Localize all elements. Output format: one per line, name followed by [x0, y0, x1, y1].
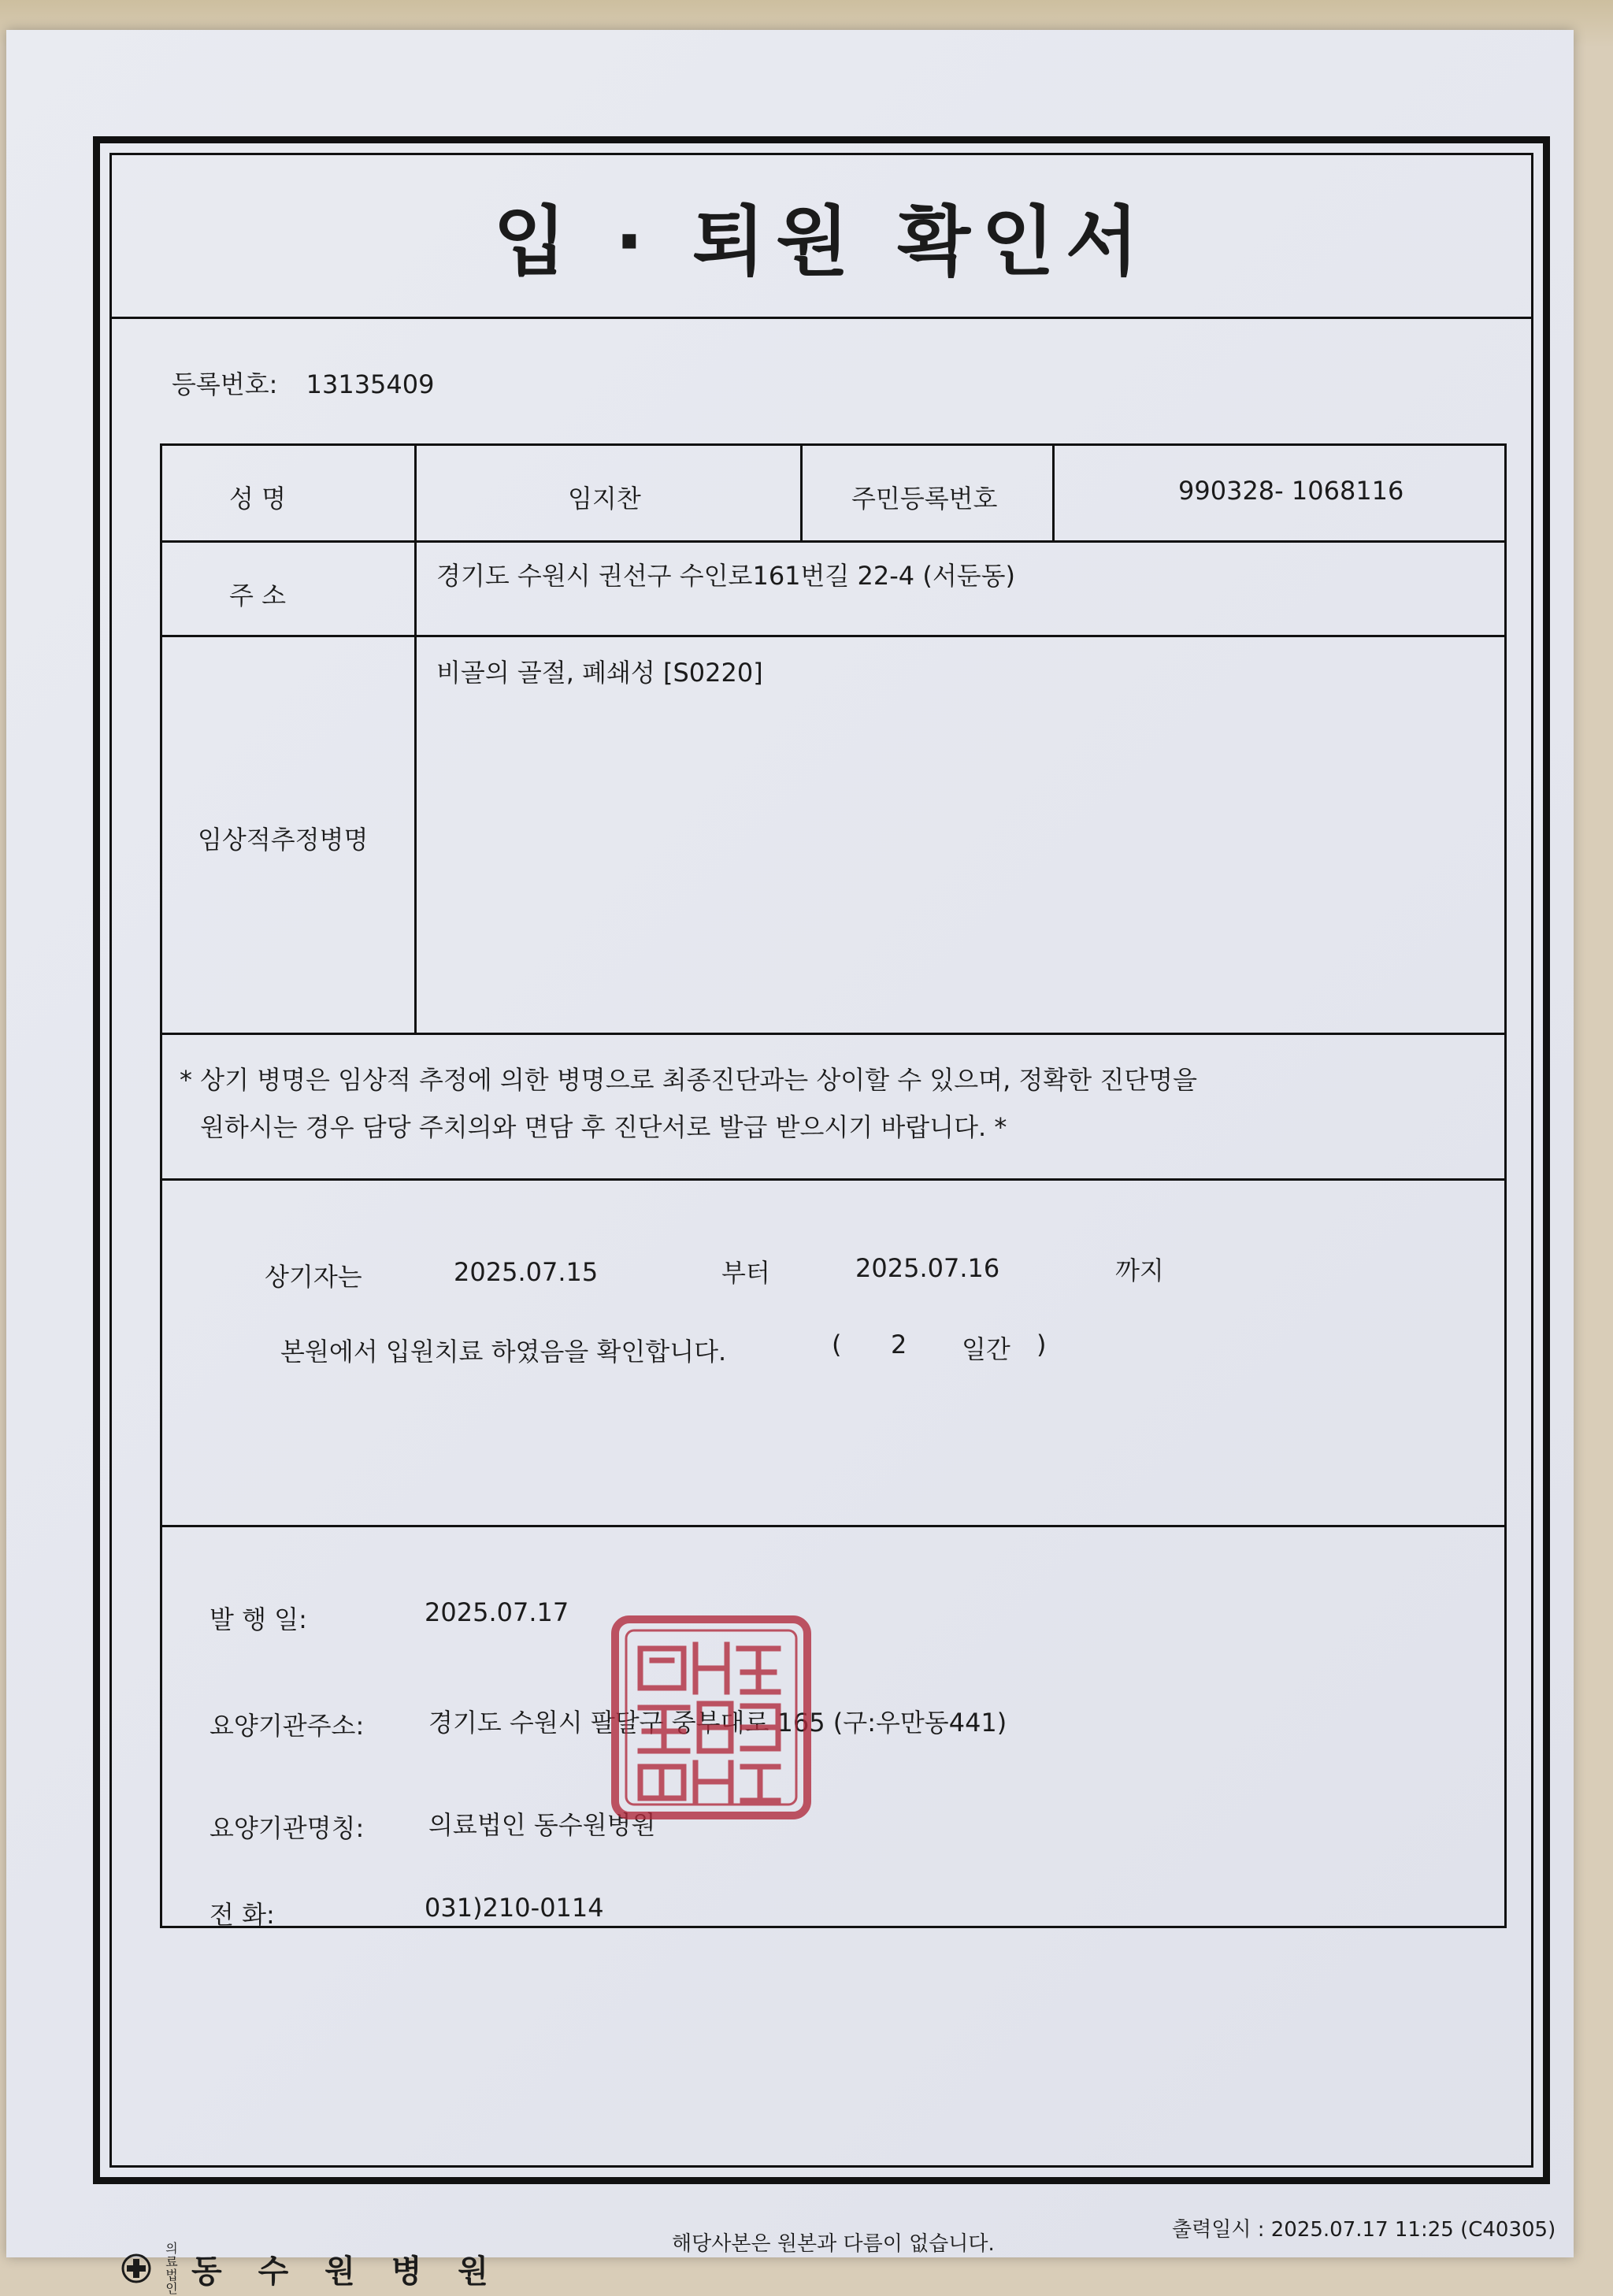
document-title: 입 · 퇴원 확인서 [493, 198, 1150, 286]
col-divider [800, 446, 803, 540]
logo-small-text-2: 법인 [165, 2268, 178, 2296]
institution-name: 의료법인 동수원병원 [428, 1810, 656, 1840]
discharge-date: 2025.07.16 [855, 1253, 1000, 1283]
patient-name: 임지찬 [568, 484, 641, 514]
days-label: 일간 [962, 1334, 1010, 1364]
period-subject: 상기자는 [265, 1262, 362, 1292]
name-label: 성 명 [229, 484, 286, 514]
row-divider [162, 1525, 1504, 1527]
to-label: 까지 [1115, 1256, 1164, 1285]
rrn-label: 주민등록번호 [851, 484, 998, 514]
row-divider [162, 635, 1504, 637]
issue-date: 2025.07.17 [425, 1597, 569, 1627]
hospital-logo-name: 동 수 원 병 원 [191, 2253, 501, 2290]
from-label: 부터 [721, 1258, 770, 1288]
document-page [6, 30, 1574, 2296]
institution-name-label: 요양기관명칭: [210, 1813, 365, 1843]
rrn-value: 990328- 1068116 [1178, 476, 1404, 506]
notice-line-1: * 상기 병명은 임상적 추정에 의한 병명으로 최종진단과는 상이할 수 있으며, 정확한 진단명을 [180, 1065, 1197, 1095]
registration-label: 등록번호: [172, 369, 278, 399]
issue-date-label: 발 행 일: [210, 1604, 307, 1634]
row-divider [162, 540, 1504, 543]
admission-date: 2025.07.15 [454, 1257, 599, 1287]
diagnosis-value: 비골의 골절, 폐쇄성 [S0220] [436, 658, 763, 688]
hospital-cross-icon [121, 2253, 152, 2284]
days-count: 2 [891, 1330, 907, 1359]
col-divider [1052, 446, 1055, 540]
registration-number [172, 365, 434, 401]
copy-notice: 해당사본은 원본과 다름이 없습니다. [672, 2232, 995, 2256]
print-timestamp: 출력일시 : 2025.07.17 11:25 (C40305) [1172, 2218, 1556, 2242]
institution-address: 경기도 수원시 팔달구 중부대로 165 (구:우만동441) [428, 1708, 1007, 1738]
patient-address: 경기도 수원시 권선구 수인로161번길 22-4 (서둔동) [436, 561, 1016, 591]
row-divider [162, 1178, 1504, 1181]
paren-close: ) [1036, 1330, 1047, 1359]
logo-small-text-1: 의료 [165, 2241, 178, 2269]
confirm-text: 본원에서 입원치료 하였음을 확인합니다. [280, 1337, 727, 1367]
paren-open: ( [832, 1330, 842, 1359]
registration-value: 13135409 [306, 369, 435, 399]
col-divider [414, 446, 417, 1033]
phone-number: 031)210-0114 [425, 1893, 604, 1923]
diagnosis-label: 임상적추정병명 [198, 825, 369, 855]
institution-address-label: 요양기관주소: [210, 1711, 365, 1741]
hospital-seal-stamp [609, 1613, 814, 1822]
title-box [112, 155, 1531, 319]
info-table [160, 443, 1507, 1928]
logo-corporation-mark [160, 2242, 184, 2295]
notice-line-2: 원하시는 경우 담당 주치의와 면담 후 진단서로 발급 받으시기 바랍니다. * [200, 1112, 1007, 1142]
phone-label: 전 화: [210, 1900, 275, 1930]
address-label: 주 소 [229, 580, 286, 610]
row-divider [162, 1033, 1504, 1035]
hospital-logo [121, 2242, 501, 2295]
